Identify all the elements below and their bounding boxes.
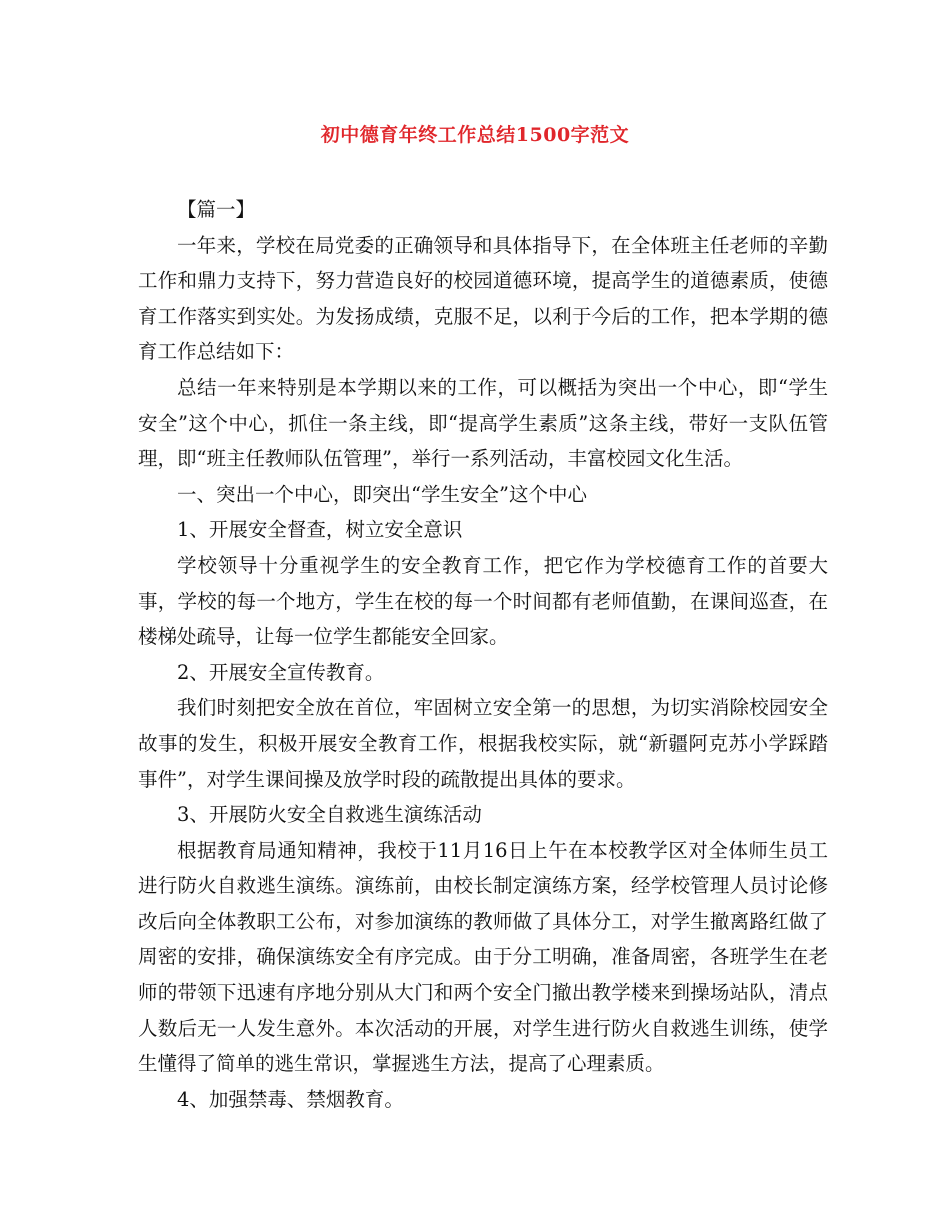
paragraph: 一、突出一个中心，即突出“学生安全”这个中心 bbox=[177, 482, 587, 506]
paragraph: 1、开展安全督查，树立安全意识 bbox=[177, 518, 463, 542]
document-title: 初中德育年终工作总结1500字范文 bbox=[320, 124, 630, 146]
paragraph: 2、开展安全宣传教育。 bbox=[177, 660, 385, 684]
paragraph: 4、加强禁毒、禁烟教育。 bbox=[177, 1087, 404, 1111]
paragraph: 3、开展防火安全自救逃生演练活动 bbox=[177, 803, 482, 827]
paragraph: 我们时刻把安全放在首位，牢固树立安全第一的思想，为切实消除校园安全故事的发生，积极开展安全教育工作，根据我校实际，就“新疆阿克苏小学踩踏事件”，对学生课间操及放学时段的疏散提出具体的要求。 bbox=[138, 696, 828, 791]
document-body bbox=[138, 192, 828, 1117]
section-heading: 【篇一】 bbox=[177, 198, 256, 221]
paragraph: 总结一年来特别是本学期以来的工作，可以概括为突出一个中心，即“学生安全”这个中心，抓住一条主线，即“提高学生素质”这条主线，带好一支队伍管理，即“班主任教师队伍管理”，举行一系列活动，丰富校园文化生活。 bbox=[138, 375, 828, 471]
paragraph: 一年来，学校在局党委的正确领导和具体指导下，在全体班主任老师的辛勤工作和鼎力支持下，努力营造良好的校园道德环境，提高学生的道德素质，使德育工作落实到实处。为发扬成绩，克服不足，以利于今后的工作，把本学期的德育工作总结如下： bbox=[138, 233, 828, 364]
paragraph: 根据教育局通知精神，我校于11月16日上午在本校教学区对全体师生员工进行防火自救逃生演练。演练前，由校长制定演练方案，经学校管理人员讨论修改后向全体教职工公布，对参加演练的教师做了具体分工，对学生撤离路红做了周密的安排，确保演练安全有序完成。由于分工明确，准备周密，各班学生在老师的带领下迅速有序地分别从大门和两个安全门撤出教学楼来到操场站队，清点人数后无一人发生意外。本次活动的开展，对学生进行防火自救逃生训练，使学生懂得了简单的逃生常识，掌握逃生方法，提高了心理素质。 bbox=[138, 838, 828, 1076]
paragraph: 学校领导十分重视学生的安全教育工作，把它作为学校德育工作的首要大事，学校的每一个地方，学生在校的每一个时间都有老师值勤，在课间巡查，在楼梯处疏导，让每一位学生都能安全回家。 bbox=[138, 553, 828, 649]
